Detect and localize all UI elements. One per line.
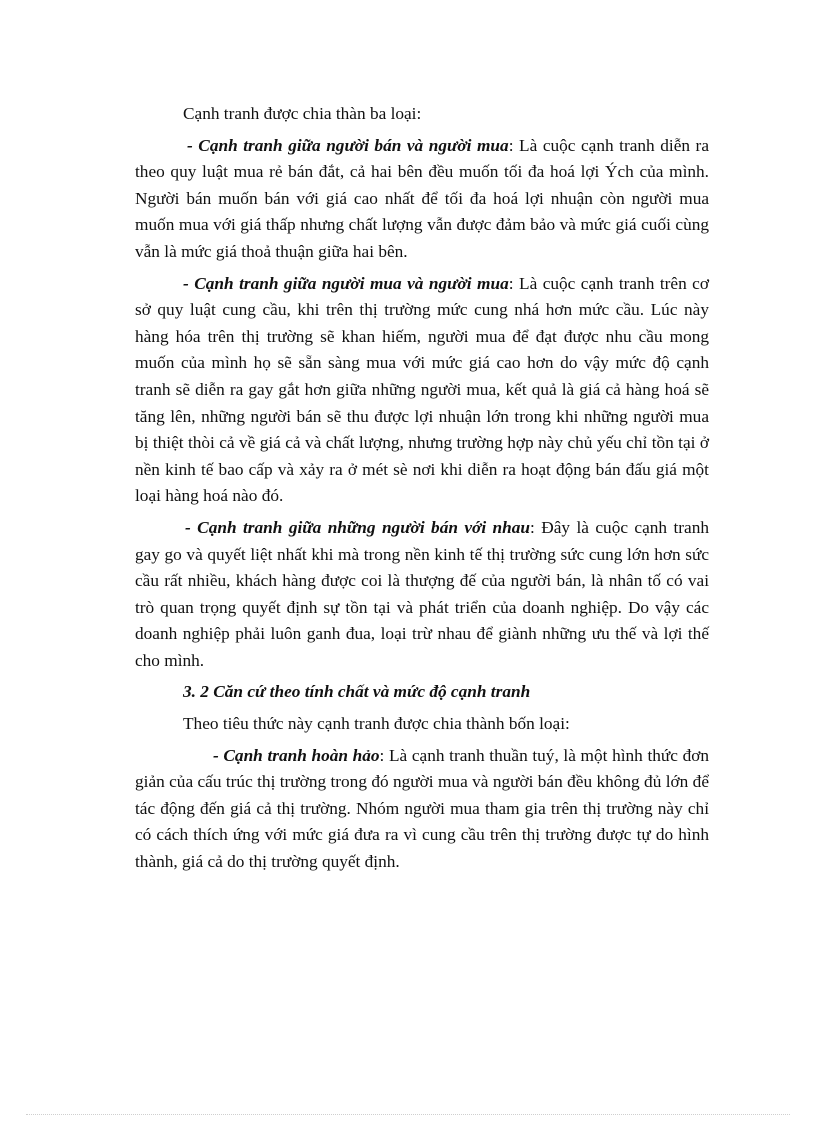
paragraph-text: : Đây là cuộc cạnh tranh gay go và quyết liệt nhất khi mà trong nền kinh tế thị trường sức cung lớn hơn sức cầu rất nhiều, khách hàng được coi là thượng đế của người bán, là nhân tố có vai trò quan trọng quyết định sự tồn tại và phát triển của doanh nghiệp. Do vậy các doanh nghiệp phải luôn ganh đua, loại trừ nhau để giành những ưu thế và lợi thế cho mình. xyxy=(135,517,709,670)
sub-intro-paragraph xyxy=(135,711,709,738)
section-heading: 3. 2 Căn cứ theo tính chất và mức độ cạnh tranh xyxy=(183,682,531,702)
intro-paragraph xyxy=(135,101,709,128)
paragraph-lead: - Cạnh tranh giữa những người bán với nhau xyxy=(185,517,531,537)
paragraph-text: : Là cuộc cạnh tranh diễn ra theo quy luật mua rẻ bán đắt, cả hai bên đều muốn tối đa hoá lợi Ých của mình. Người bán muốn bán với giá cao nhất để tối đa hoá lợi nhuận còn người mua muốn mua với giá thấp nhưng chất lượng vẫn được đảm bảo và mức giá cuối cùng vẫn là mức giá thoả thuận giữa hai bên. xyxy=(135,135,709,261)
paragraph-lead: - Cạnh tranh hoàn hảo xyxy=(213,745,380,765)
paragraph-text: : Là cạnh tranh thuần tuý, là một hình thức đơn giản của cấu trúc thị trường trong đó người mua và người bán đều không đủ lớn để tác động đến giá cả thị trường. Nhóm người mua tham gia trên thị trường này chỉ có cách thích ứng với mức giá đưa ra vì cung cầu trên thị trường được tự do hình thành, giá cả do thị trường quyết định. xyxy=(135,745,709,872)
paragraph-text: : Là cuộc cạnh tranh trên cơ sở quy luật cung cầu, khi trên thị trường mức cung nhá hơn mức cầu. Lúc này hàng hóa trên thị trường sẽ khan hiếm, người mua để đạt được nhu cầu mong muốn của mình họ sẽ sẵn sàng mua với mức giá cao hơn do vậy mức độ cạnh tranh sẽ diễn ra gay gắt hơn giữa những người mua, kết quả là giá cả hàng hoá sẽ tăng lên, những người bán sẽ thu được lợi nhuận lớn trong khi những người mua bị thiệt thòi cả về giá cả và chất lượng, nhưng trường hợp này chủ yếu chỉ tồn tại ở nền kinh tế bao cấp và xảy ra ở mét sè nơi khi diễn ra hoạt động bán đấu giá một loại hàng hoá nào đó. xyxy=(135,273,709,506)
paragraph-perfect-competition xyxy=(135,743,709,876)
paragraph-lead: - Cạnh tranh giữa người mua và người mua xyxy=(183,273,509,293)
document-body xyxy=(135,101,709,881)
page-bottom-divider xyxy=(26,1114,790,1115)
paragraph-seller-vs-buyer xyxy=(135,133,709,266)
sub-intro-text: Theo tiêu thức này cạnh tranh được chia thành bốn loại: xyxy=(183,714,570,734)
paragraph-lead: - Cạnh tranh giữa người bán và người mua xyxy=(187,135,509,155)
intro-text: Cạnh tranh được chia thàn ba loại: xyxy=(183,104,422,123)
paragraph-seller-vs-seller xyxy=(135,515,709,675)
paragraph-buyer-vs-buyer xyxy=(135,271,709,510)
